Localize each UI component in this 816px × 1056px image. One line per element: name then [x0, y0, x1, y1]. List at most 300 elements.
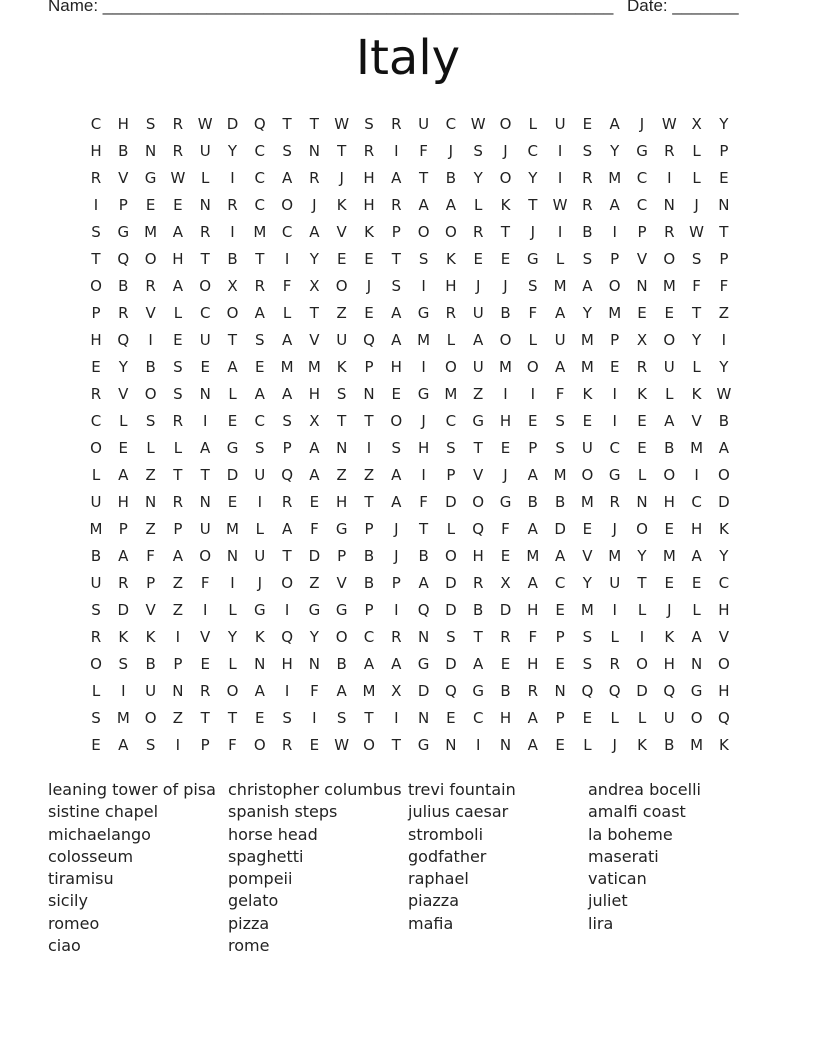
grid-letter: Y: [610, 142, 620, 160]
grid-letter: T: [637, 574, 647, 592]
grid-letter: B: [90, 547, 102, 565]
word-item: gelato: [228, 891, 279, 911]
grid-letter: A: [527, 466, 538, 484]
grid-letter: P: [337, 547, 347, 565]
grid-letter: J: [257, 574, 263, 592]
grid-letter: C: [254, 412, 266, 430]
grid-letter: A: [609, 115, 620, 133]
grid-letter: E: [473, 250, 483, 268]
grid-letter: I: [284, 250, 290, 268]
grid-letter: U: [609, 574, 621, 592]
grid-letter: B: [418, 547, 429, 565]
grid-row: [84, 462, 744, 489]
grid-letter: Y: [473, 169, 483, 187]
grid-letter: A: [254, 682, 265, 700]
grid-letter: H: [499, 709, 512, 727]
grid-letter: C: [199, 304, 211, 322]
grid-letter: M: [608, 304, 622, 322]
grid-letter: K: [118, 628, 129, 646]
grid-letter: M: [580, 358, 594, 376]
grid-letter: M: [662, 277, 676, 295]
grid-letter: O: [335, 277, 348, 295]
grid-letter: R: [636, 358, 648, 376]
grid-letter: A: [391, 304, 402, 322]
grid-letter: R: [172, 115, 184, 133]
grid-letter: J: [612, 736, 617, 754]
grid-letter: J: [612, 520, 617, 538]
grid-letter: I: [148, 331, 153, 349]
grid-letter: E: [255, 358, 265, 376]
grid-letter: N: [254, 655, 266, 673]
grid-letter: R: [391, 628, 402, 646]
grid-letter: N: [144, 493, 157, 511]
page-title: Italy: [355, 30, 461, 86]
name-field-label: Name: ______________________________________________________: [48, 0, 614, 15]
grid-letter: I: [230, 223, 235, 241]
grid-letter: A: [309, 439, 320, 457]
grid-letter: M: [444, 385, 458, 403]
grid-letter: G: [499, 493, 512, 511]
grid-letter: M: [608, 547, 622, 565]
grid-letter: S: [582, 655, 593, 673]
grid-row: [84, 516, 744, 543]
word-item: julius caesar: [408, 802, 509, 822]
grid-letter: G: [335, 520, 348, 538]
grid-letter: E: [582, 520, 593, 538]
grid-letter: C: [691, 493, 702, 511]
grid-letter: T: [227, 709, 238, 727]
grid-letter: S: [145, 412, 156, 430]
grid-letter: L: [91, 466, 101, 484]
grid-letter: Z: [172, 709, 184, 727]
grid-letter: A: [554, 358, 566, 376]
grid-letter: M: [226, 520, 239, 538]
grid-letter: U: [145, 682, 157, 700]
grid-letter: R: [582, 169, 593, 187]
grid-letter: B: [664, 736, 675, 754]
grid-letter: T: [337, 142, 347, 160]
word-item: romeo: [48, 913, 100, 933]
grid-letter: E: [582, 412, 593, 430]
grid-letter: X: [636, 331, 648, 349]
grid-letter: S: [173, 385, 183, 403]
grid-letter: Y: [528, 169, 538, 187]
grid-letter: M: [144, 223, 158, 241]
grid-letter: L: [665, 385, 674, 403]
grid-letter: R: [172, 493, 184, 511]
grid-letter: J: [339, 169, 344, 187]
grid-letter: O: [526, 358, 539, 376]
grid-letter: O: [444, 358, 457, 376]
grid-letter: D: [554, 520, 566, 538]
grid-letter: T: [282, 547, 292, 565]
grid-letter: I: [230, 574, 235, 592]
grid-row: [84, 381, 744, 408]
grid-letter: A: [664, 412, 675, 430]
grid-letter: L: [637, 466, 647, 484]
grid-letter: H: [718, 682, 730, 700]
grid-letter: S: [446, 628, 456, 646]
grid-letter: S: [145, 115, 156, 133]
grid-letter: Z: [336, 304, 347, 322]
grid-letter: J: [503, 142, 508, 160]
grid-letter: T: [200, 250, 210, 268]
grid-letter: I: [230, 169, 235, 187]
grid-letter: I: [394, 601, 399, 619]
grid-letter: S: [418, 250, 429, 268]
grid-letter: O: [90, 439, 102, 457]
word-item: lira: [588, 913, 614, 933]
grid-row: [84, 705, 744, 732]
grid-letter: I: [557, 169, 563, 187]
grid-letter: A: [473, 655, 484, 673]
grid-letter: E: [391, 385, 402, 403]
grid-letter: O: [499, 169, 512, 187]
grid-letter: H: [527, 601, 539, 619]
grid-letter: A: [172, 547, 184, 565]
grid-letter: P: [555, 709, 565, 727]
grid-letter: I: [175, 628, 181, 646]
grid-letter: T: [500, 223, 511, 241]
grid-letter: O: [90, 655, 102, 673]
grid-letter: O: [144, 385, 157, 403]
grid-letter: C: [472, 709, 484, 727]
grid-letter: C: [636, 196, 648, 214]
grid-letter: I: [421, 466, 426, 484]
grid-letter: L: [173, 439, 183, 457]
grid-letter: B: [145, 655, 156, 673]
grid-letter: S: [145, 736, 156, 754]
grid-letter: V: [636, 250, 648, 268]
grid-letter: C: [90, 115, 102, 133]
grid-letter: K: [254, 628, 265, 646]
grid-letter: L: [201, 169, 210, 187]
grid-letter: E: [336, 250, 347, 268]
grid-letter: M: [690, 439, 704, 457]
grid-letter: F: [146, 547, 155, 565]
grid-letter: O: [90, 277, 102, 295]
word-item: pompeii: [228, 869, 293, 889]
grid-letter: T: [473, 628, 483, 646]
grid-letter: G: [417, 385, 430, 403]
grid-letter: G: [417, 736, 430, 754]
grid-letter: Q: [281, 466, 293, 484]
word-item: spaghetti: [228, 846, 304, 866]
grid-letter: Y: [692, 331, 702, 349]
grid-letter: W: [170, 169, 186, 187]
grid-letter: P: [91, 304, 101, 322]
word-item: pizza: [228, 913, 270, 933]
grid-letter: I: [612, 223, 617, 241]
grid-letter: N: [363, 385, 375, 403]
grid-letter: Y: [719, 547, 729, 565]
grid-letter: F: [419, 493, 428, 511]
grid-letter: H: [499, 412, 512, 430]
grid-letter: W: [470, 115, 486, 133]
grid-letter: Z: [145, 520, 156, 538]
grid-letter: F: [528, 628, 538, 646]
grid-letter: I: [175, 736, 181, 754]
grid-letter: E: [309, 736, 320, 754]
grid-letter: F: [719, 277, 729, 295]
grid-letter: H: [718, 601, 730, 619]
grid-letter: M: [362, 682, 376, 700]
grid-letter: P: [173, 520, 183, 538]
grid-letter: X: [391, 682, 402, 700]
grid-letter: T: [719, 223, 729, 241]
grid-letter: N: [445, 736, 457, 754]
grid-letter: F: [228, 736, 237, 754]
grid-row: [84, 165, 744, 192]
grid-letter: T: [282, 115, 292, 133]
grid-letter: I: [202, 601, 208, 619]
grid-letter: O: [390, 412, 403, 430]
grid-letter: A: [554, 304, 566, 322]
grid-letter: O: [335, 628, 348, 646]
grid-letter: N: [199, 385, 211, 403]
grid-letter: Q: [717, 709, 730, 727]
word-item: horse head: [228, 824, 318, 844]
word-item: leaning tower of pisa: [48, 780, 216, 799]
grid-letter: M: [280, 358, 294, 376]
word-item: rome: [228, 936, 270, 956]
grid-letter: D: [117, 601, 130, 619]
grid-letter: K: [664, 628, 675, 646]
word-item: sicily: [48, 891, 88, 911]
grid-letter: F: [692, 277, 701, 295]
grid-letter: A: [172, 277, 184, 295]
grid-letter: D: [226, 466, 239, 484]
grid-letter: B: [363, 547, 375, 565]
grid-letter: D: [226, 115, 239, 133]
grid-letter: A: [391, 466, 402, 484]
grid-letter: G: [117, 223, 130, 241]
grid-letter: L: [255, 520, 264, 538]
grid-letter: L: [637, 709, 647, 727]
grid-letter: C: [718, 574, 730, 592]
grid-letter: Z: [309, 574, 320, 592]
grid-letter: Q: [117, 331, 130, 349]
grid-letter: N: [199, 196, 211, 214]
grid-letter: E: [173, 196, 183, 214]
grid-row: [84, 597, 744, 624]
grid-letter: I: [530, 385, 536, 403]
grid-letter: A: [527, 736, 538, 754]
grid-letter: L: [146, 439, 155, 457]
grid-letter: Y: [582, 304, 592, 322]
grid-letter: B: [118, 142, 129, 160]
grid-letter: Y: [309, 250, 319, 268]
word-column: [228, 779, 406, 957]
grid-letter: A: [418, 196, 429, 214]
grid-letter: E: [118, 439, 129, 457]
grid-letter: S: [391, 439, 402, 457]
grid-letter: G: [690, 682, 703, 700]
grid-letter: K: [718, 736, 729, 754]
grid-letter: P: [528, 439, 538, 457]
grid-letter: O: [281, 196, 293, 214]
grid-letter: B: [500, 304, 511, 322]
grid-letter: V: [145, 304, 156, 322]
grid-letter: E: [691, 574, 702, 592]
grid-letter: N: [718, 196, 730, 214]
grid-letter: A: [609, 196, 620, 214]
grid-letter: G: [253, 601, 266, 619]
grid-letter: F: [555, 385, 565, 403]
grid-letter: O: [663, 250, 676, 268]
grid-letter: U: [199, 331, 211, 349]
grid-letter: O: [281, 574, 293, 592]
grid-letter: J: [366, 277, 372, 295]
word-item: maserati: [588, 846, 659, 866]
grid-letter: V: [336, 574, 347, 592]
word-item: piazza: [408, 891, 460, 911]
grid-letter: W: [197, 115, 213, 133]
grid-letter: O: [581, 466, 594, 484]
grid-letter: N: [636, 493, 648, 511]
grid-letter: N: [554, 682, 566, 700]
grid-letter: P: [364, 601, 374, 619]
grid-letter: R: [118, 304, 129, 322]
grid-letter: V: [118, 169, 129, 187]
grid-letter: W: [661, 115, 677, 133]
grid-letter: W: [334, 736, 350, 754]
grid-letter: O: [253, 736, 266, 754]
grid-letter: R: [472, 574, 484, 592]
grid-letter: U: [581, 439, 593, 457]
grid-letter: H: [663, 655, 675, 673]
grid-letter: K: [691, 385, 702, 403]
grid-letter: Y: [227, 142, 238, 160]
grid-letter: A: [527, 520, 538, 538]
grid-letter: Q: [253, 115, 266, 133]
grid-letter: M: [417, 331, 431, 349]
grid-letter: J: [667, 601, 672, 619]
grid-letter: E: [255, 709, 265, 727]
grid-letter: F: [419, 142, 428, 160]
grid-letter: H: [663, 493, 675, 511]
grid-letter: N: [417, 709, 430, 727]
grid-letter: Q: [417, 601, 430, 619]
grid-letter: R: [145, 277, 156, 295]
grid-letter: L: [228, 601, 237, 619]
grid-letter: L: [228, 385, 237, 403]
grid-letter: Q: [472, 520, 485, 538]
grid-letter: T: [200, 709, 210, 727]
grid-letter: B: [336, 655, 347, 673]
grid-letter: B: [118, 277, 129, 295]
grid-letter: V: [691, 412, 702, 430]
grid-letter: L: [610, 628, 619, 646]
grid-letter: H: [117, 115, 129, 133]
word-item: sistine chapel: [48, 802, 159, 822]
grid-letter: E: [200, 655, 210, 673]
grid-letter: I: [312, 709, 317, 727]
grid-letter: P: [200, 736, 210, 754]
grid-letter: E: [555, 655, 565, 673]
grid-letter: R: [391, 115, 402, 133]
grid-letter: L: [119, 412, 128, 430]
grid-letter: V: [200, 628, 211, 646]
word-item: raphael: [408, 869, 469, 889]
grid-letter: T: [309, 115, 319, 133]
grid-letter: U: [254, 466, 266, 484]
grid-letter: O: [636, 520, 648, 538]
grid-letter: S: [691, 250, 702, 268]
grid-letter: Y: [719, 358, 729, 376]
grid-letter: M: [690, 736, 704, 754]
grid-letter: B: [445, 169, 457, 187]
grid-letter: S: [336, 385, 347, 403]
grid-letter: Q: [444, 682, 457, 700]
grid-letter: H: [363, 169, 375, 187]
grid-letter: Q: [608, 682, 621, 700]
grid-letter: L: [692, 169, 701, 187]
grid-letter: M: [580, 601, 594, 619]
grid-letter: T: [528, 196, 538, 214]
grid-letter: K: [500, 196, 511, 214]
grid-letter: A: [691, 628, 702, 646]
grid-letter: T: [391, 736, 401, 754]
grid-letter: G: [417, 655, 430, 673]
grid-letter: N: [308, 142, 320, 160]
grid-letter: R: [472, 223, 484, 241]
grid-letter: M: [580, 493, 594, 511]
grid-letter: V: [118, 385, 129, 403]
grid-letter: A: [473, 331, 484, 349]
grid-letter: C: [254, 169, 266, 187]
grid-letter: M: [608, 169, 622, 187]
grid-letter: G: [226, 439, 239, 457]
grid-letter: A: [418, 574, 429, 592]
grid-letter: S: [364, 115, 374, 133]
grid-letter: K: [364, 223, 374, 241]
grid-letter: U: [199, 520, 211, 538]
grid-letter: I: [639, 628, 645, 646]
grid-letter: E: [364, 250, 374, 268]
grid-letter: R: [90, 628, 102, 646]
grid-letter: F: [310, 520, 319, 538]
grid-letter: H: [390, 358, 402, 376]
grid-letter: B: [227, 250, 238, 268]
grid-letter: E: [173, 331, 183, 349]
grid-letter: L: [282, 304, 292, 322]
grid-letter: L: [446, 331, 456, 349]
grid-letter: R: [118, 574, 129, 592]
grid-letter: R: [609, 493, 620, 511]
grid-letter: J: [448, 142, 454, 160]
grid-letter: S: [282, 709, 292, 727]
grid-letter: L: [228, 655, 237, 673]
grid-letter: O: [199, 547, 212, 565]
grid-letter: E: [664, 520, 675, 538]
grid-letter: G: [144, 169, 157, 187]
grid-letter: L: [91, 682, 101, 700]
grid-letter: P: [146, 574, 156, 592]
grid-letter: C: [609, 439, 620, 457]
grid-letter: R: [281, 493, 293, 511]
grid-letter: U: [554, 331, 566, 349]
grid-letter: F: [200, 574, 210, 592]
grid-letter: R: [90, 385, 102, 403]
grid-letter: O: [663, 331, 676, 349]
grid-letter: M: [580, 331, 594, 349]
grid-letter: E: [664, 574, 675, 592]
grid-letter: A: [227, 358, 238, 376]
grid-letter: R: [582, 196, 593, 214]
grid-letter: L: [474, 196, 483, 214]
grid-letter: D: [445, 655, 457, 673]
